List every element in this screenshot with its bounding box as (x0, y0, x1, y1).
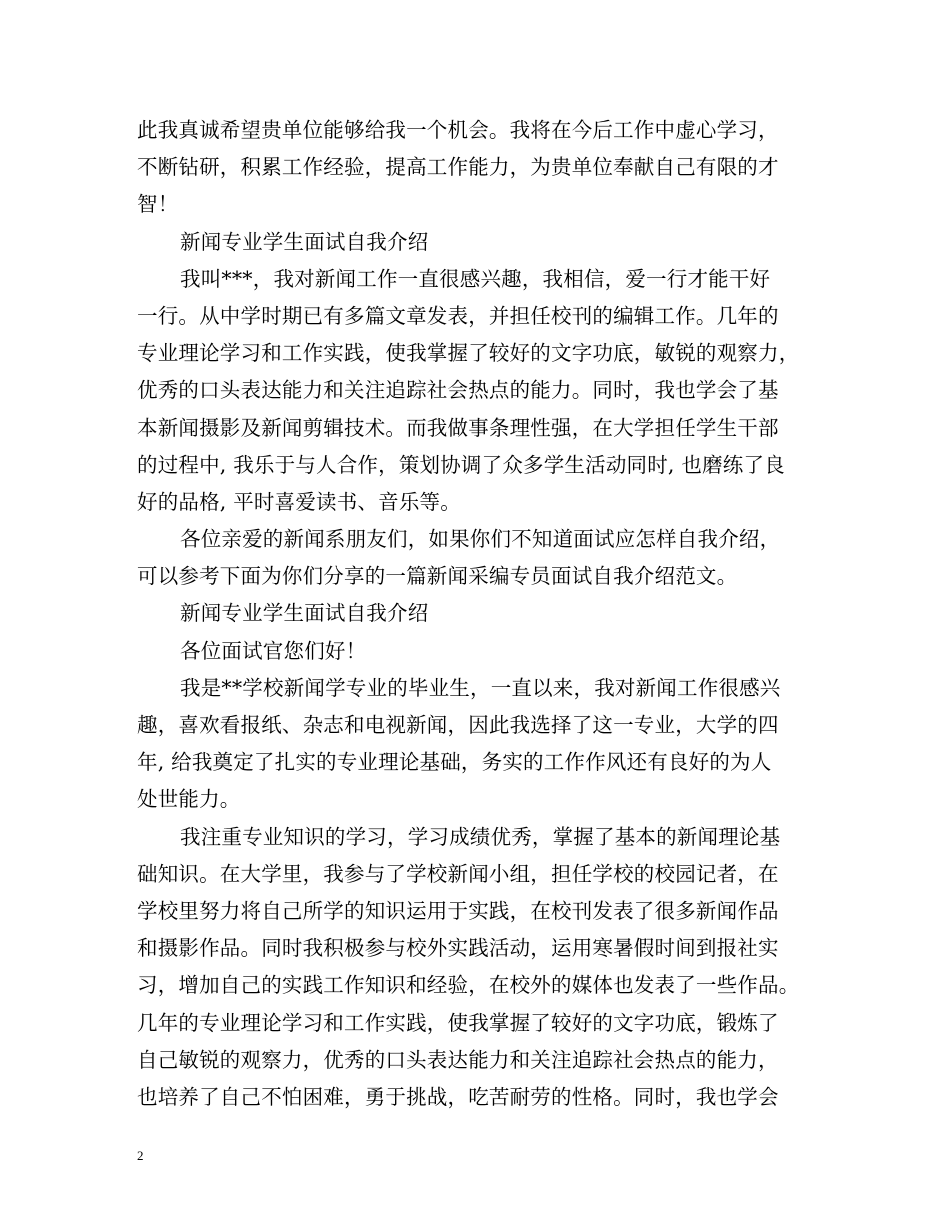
text-line: 年, 给我奠定了扎实的专业理论基础，务实的工作作风还有良好的为人 (137, 750, 772, 775)
text-line: 此我真诚希望贵单位能够给我一个机会。我将在今后工作中虚心学习， (137, 118, 779, 142)
text-line: 可以参考下面为你们分享的一篇新闻采编专员面试自我介绍范文。 (137, 564, 738, 589)
text-line: 和摄影作品。同时我积极参与校外实践活动，运用寒暑假时间到报社实 (137, 936, 779, 961)
text-line: 各位亲爱的新闻系朋友们，如果你们不知道面试应怎样自我介绍， (180, 527, 781, 552)
text-line: 智！ (137, 192, 179, 217)
text-line: 好的品格, 平时喜爱读书、音乐等。 (137, 489, 461, 514)
text-line: 不断钻研，积累工作经验，提高工作能力，为贵单位奉献自己有限的才 (137, 155, 779, 180)
text-line: 优秀的口头表达能力和关注追踪社会热点的能力。同时，我也学会了基 (137, 378, 779, 403)
text-line: 我注重专业知识的学习，学习成绩优秀，掌握了基本的新闻理论基 (180, 824, 781, 849)
document-body (137, 112, 827, 1116)
text-line: 新闻专业学生面试自我介绍 (180, 601, 429, 626)
text-line: 我是**学校新闻学专业的毕业生，一直以来，我对新闻工作很感兴 (180, 675, 781, 700)
text-line: 各位面试官您们好！ (180, 638, 367, 663)
text-line: 新闻专业学生面试自我介绍 (180, 229, 429, 254)
text-line: 学校里努力将自己所学的知识运用于实践，在校刊发表了很多新闻作品 (137, 898, 779, 923)
text-line: 几年的专业理论学习和工作实践，使我掌握了较好的文字功底，锻炼了 (137, 1010, 779, 1035)
text-line: 习，增加自己的实践工作知识和经验，在校外的媒体也发表了一些作品。 (137, 973, 800, 998)
text-line: 我叫***，我对新闻工作一直很感兴趣，我相信，爱一行才能干好 (180, 266, 771, 291)
text-line: 的过程中, 我乐于与人合作，策划协调了众多学生活动同时, 也磨练了良 (137, 452, 785, 477)
text-line: 自己敏锐的观察力，优秀的口头表达能力和关注追踪社会热点的能力， (137, 1047, 779, 1072)
text-line: 本新闻摄影及新闻剪辑技术。而我做事条理性强，在大学担任学生干部 (137, 415, 779, 440)
text-line: 趣，喜欢看报纸、杂志和电视新闻，因此我选择了这一专业，大学的四 (137, 713, 779, 737)
text-line: 也培养了自己不怕困难，勇于挑战，吃苦耐劳的性格。同时，我也学会 (137, 1084, 779, 1109)
text-line: 一行。从中学时期已有多篇文章发表，并担任校刊的编辑工作。几年的 (137, 303, 779, 328)
text-line: 处世能力。 (137, 787, 241, 812)
text-line: 础知识。在大学里，我参与了学校新闻小组，担任学校的校园记者，在 (137, 861, 779, 886)
text-line: 专业理论学习和工作实践，使我掌握了较好的文字功底，敏锐的观察力， (137, 341, 800, 366)
page-number: 2 (137, 1148, 144, 1163)
